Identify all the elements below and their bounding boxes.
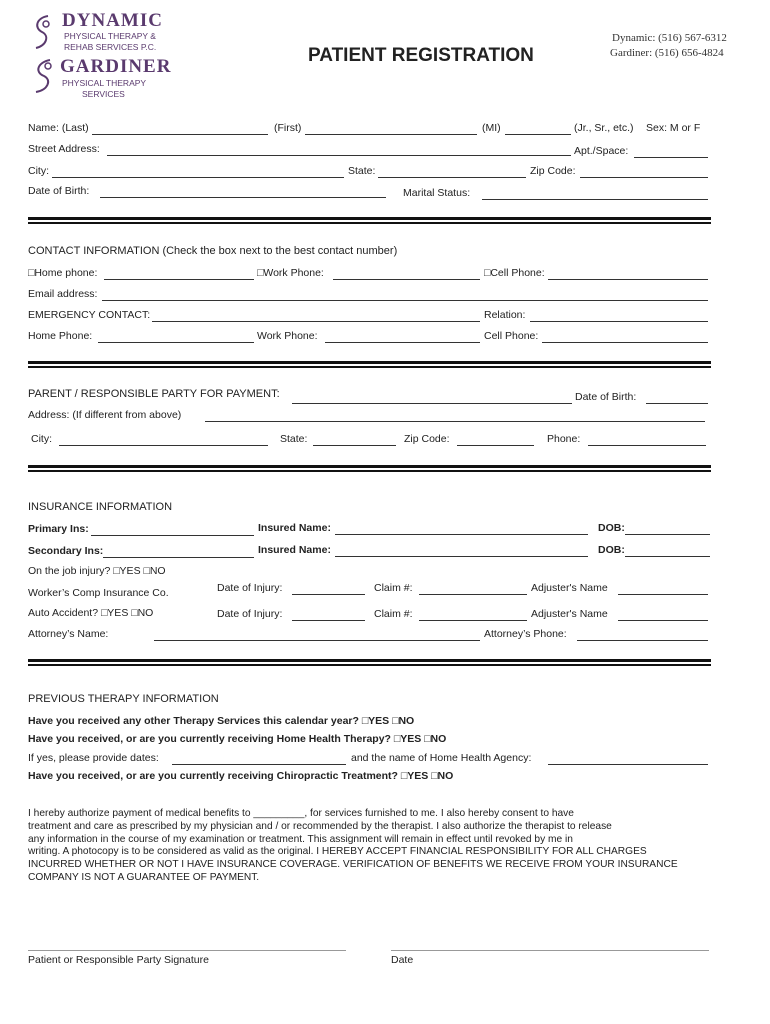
auto-adjuster-label: Adjuster's Name (531, 608, 608, 620)
home-phone-checkbox[interactable]: □Home phone: (28, 267, 98, 279)
relation-label: Relation: (484, 309, 526, 321)
apt-field[interactable] (634, 157, 708, 158)
gardiner-swirl-icon (30, 56, 58, 96)
emergency-contact-label: EMERGENCY CONTACT: (28, 309, 151, 321)
wc-claim-field[interactable] (419, 594, 527, 595)
email-field[interactable] (102, 300, 708, 301)
page-title: PATIENT REGISTRATION (308, 45, 534, 66)
contact-heading: CONTACT INFORMATION (Check the box next to the best contact number) (28, 245, 398, 257)
attorney-name-field[interactable] (154, 640, 480, 641)
city-label: City: (28, 165, 49, 177)
dob-field[interactable] (100, 197, 386, 198)
state-field[interactable] (378, 177, 526, 178)
secondary-insured-name-field[interactable] (335, 556, 588, 557)
authorization-line: I hereby authorize payment of medical benefits to _________, for services furnished to me. I also hereby consent to have (28, 808, 574, 819)
date-field[interactable] (391, 950, 709, 951)
secondary-insured-name-label: Insured Name: (258, 544, 331, 556)
cell-phone-field[interactable] (548, 279, 708, 280)
auto-accident-checkbox[interactable]: Auto Accident? □YES □NO (28, 607, 154, 619)
therapy-heading: PREVIOUS THERAPY INFORMATION (28, 693, 219, 705)
secondary-dob-field[interactable] (625, 556, 710, 557)
auto-adjuster-field[interactable] (618, 620, 708, 621)
ec-work-phone-field[interactable] (325, 342, 480, 343)
secondary-dob-label: DOB: (598, 544, 625, 556)
primary-ins-label: Primary Ins: (28, 523, 89, 535)
therapy-dates-label: If yes, please provide dates: (28, 752, 159, 764)
city-field[interactable] (52, 177, 344, 178)
authorization-line: treatment and care as prescribed by my physician and / or recommended by the therapist. I also authorize the therapist to release (28, 821, 612, 832)
wc-adjuster-label: Adjuster's Name (531, 582, 608, 594)
responsible-party-heading: PARENT / RESPONSIBLE PARTY FOR PAYMENT: (28, 388, 280, 400)
therapy-dates-field[interactable] (172, 764, 346, 765)
dob-label: Date of Birth: (28, 185, 90, 197)
signature-label: Patient or Responsible Party Signature (28, 954, 209, 966)
last-name-field[interactable] (92, 134, 268, 135)
therapy-question-1[interactable]: Have you received any other Therapy Services this calendar year? □YES □NO (28, 715, 415, 727)
attorney-name-label: Attorney’s Name: (28, 628, 109, 640)
state-label: State: (348, 165, 376, 177)
primary-dob-field[interactable] (625, 534, 710, 535)
auto-date-of-injury-label: Date of Injury: (217, 608, 283, 620)
gardiner-logo-name: GARDINER (60, 56, 172, 77)
gardiner-logo-sub1: PHYSICAL THERAPY (62, 78, 147, 88)
sex-label[interactable]: Sex: M or F (646, 122, 701, 134)
section-divider (28, 361, 711, 368)
signature-field[interactable] (28, 950, 346, 951)
auto-date-of-injury-field[interactable] (292, 620, 365, 621)
ec-cell-phone-field[interactable] (542, 342, 708, 343)
relation-field[interactable] (530, 321, 708, 322)
home-health-agency-field[interactable] (548, 764, 708, 765)
secondary-ins-label: Secondary Ins: (28, 545, 104, 557)
email-label: Email address: (28, 288, 98, 300)
gardiner-phone: Gardiner: (516) 656-4824 (610, 47, 724, 59)
last-name-label: Name: (Last) (28, 122, 89, 134)
ec-work-phone-label: Work Phone: (257, 330, 318, 342)
marital-status-label: Marital Status: (403, 187, 471, 199)
dynamic-logo-sub2: REHAB SERVICES P.C. (64, 42, 157, 52)
authorization-line: COMPANY IS NOT A GUARANTEE OF PAYMENT. (28, 872, 260, 883)
zip-field[interactable] (580, 177, 708, 178)
primary-dob-label: DOB: (598, 522, 625, 534)
mi-label: (MI) (482, 122, 501, 134)
section-divider (28, 659, 711, 666)
gardiner-logo-sub2: SERVICES (82, 89, 125, 99)
authorization-line: any information in the course of my examination or treatment. This assignment will remain in effect until revoked by me in (28, 834, 573, 845)
job-injury-checkbox[interactable]: On the job injury? □YES □NO (28, 565, 166, 577)
responsible-party-field[interactable] (292, 403, 572, 404)
therapy-question-2[interactable]: Have you received, or are you currently receiving Home Health Therapy? □YES □NO (28, 733, 447, 745)
rp-dob-label: Date of Birth: (575, 391, 637, 403)
dynamic-logo-name: DYNAMIC (62, 10, 163, 31)
work-phone-checkbox[interactable]: □Work Phone: (257, 267, 324, 279)
therapy-question-3[interactable]: Have you received, or are you currently receiving Chiropractic Treatment? □YES □NO (28, 770, 454, 782)
ec-home-phone-label: Home Phone: (28, 330, 93, 342)
first-name-field[interactable] (305, 134, 477, 135)
emergency-contact-field[interactable] (152, 321, 480, 322)
rp-city-label: City: (31, 433, 52, 445)
rp-dob-field[interactable] (646, 403, 708, 404)
first-name-label: (First) (274, 122, 302, 134)
ec-home-phone-field[interactable] (98, 342, 254, 343)
workers-comp-label: Worker’s Comp Insurance Co. (28, 587, 169, 599)
ec-cell-phone-label: Cell Phone: (484, 330, 539, 342)
dynamic-logo-sub1: PHYSICAL THERAPY & (64, 31, 156, 41)
dynamic-swirl-icon (30, 12, 56, 52)
rp-state-field[interactable] (313, 445, 396, 446)
authorization-line: writing. A photocopy is to be considered as valid as the original. I HEREBY ACCEPT FINANCIAL RESPONSIBILITY FOR ALL CHARGES (28, 846, 647, 857)
rp-address-field[interactable] (205, 421, 705, 422)
cell-phone-checkbox[interactable]: □Cell Phone: (484, 267, 545, 279)
attorney-phone-label: Attorney’s Phone: (484, 628, 567, 640)
authorization-line: INCURRED WHETHER OR NOT I HAVE INSURANCE COVERAGE. VERIFICATION OF BENEFITS WE RECEIVE FROM YOUR INSURANCE (28, 859, 678, 870)
apt-label: Apt./Space: (574, 145, 629, 157)
wc-date-of-injury-label: Date of Injury: (217, 582, 283, 594)
suffix-label: (Jr., Sr., etc.) (574, 122, 634, 134)
secondary-ins-field[interactable] (103, 557, 254, 558)
wc-claim-label: Claim #: (374, 582, 413, 594)
primary-insured-name-field[interactable] (335, 534, 588, 535)
street-address-label: Street Address: (28, 143, 100, 155)
primary-ins-field[interactable] (91, 535, 254, 536)
auto-claim-field[interactable] (419, 620, 527, 621)
rp-city-field[interactable] (59, 445, 268, 446)
mi-field[interactable] (505, 134, 571, 135)
work-phone-field[interactable] (333, 279, 480, 280)
rp-zip-field[interactable] (457, 445, 534, 446)
primary-insured-name-label: Insured Name: (258, 522, 331, 534)
section-divider (28, 217, 711, 224)
attorney-phone-field[interactable] (577, 640, 708, 641)
rp-phone-label: Phone: (547, 433, 581, 445)
date-label: Date (391, 954, 414, 966)
rp-zip-label: Zip Code: (404, 433, 450, 445)
rp-address-label: Address: (If different from above) (28, 409, 182, 421)
insurance-heading: INSURANCE INFORMATION (28, 501, 173, 513)
rp-state-label: State: (280, 433, 308, 445)
dynamic-phone: Dynamic: (516) 567-6312 (612, 32, 727, 44)
wc-adjuster-field[interactable] (618, 594, 708, 595)
zip-label: Zip Code: (530, 165, 576, 177)
rp-phone-field[interactable] (588, 445, 706, 446)
section-divider (28, 465, 711, 472)
home-phone-field[interactable] (104, 279, 254, 280)
auto-claim-label: Claim #: (374, 608, 413, 620)
wc-date-of-injury-field[interactable] (292, 594, 365, 595)
marital-status-field[interactable] (482, 199, 708, 200)
street-address-field[interactable] (107, 155, 571, 156)
home-health-agency-label: and the name of Home Health Agency: (351, 752, 532, 764)
